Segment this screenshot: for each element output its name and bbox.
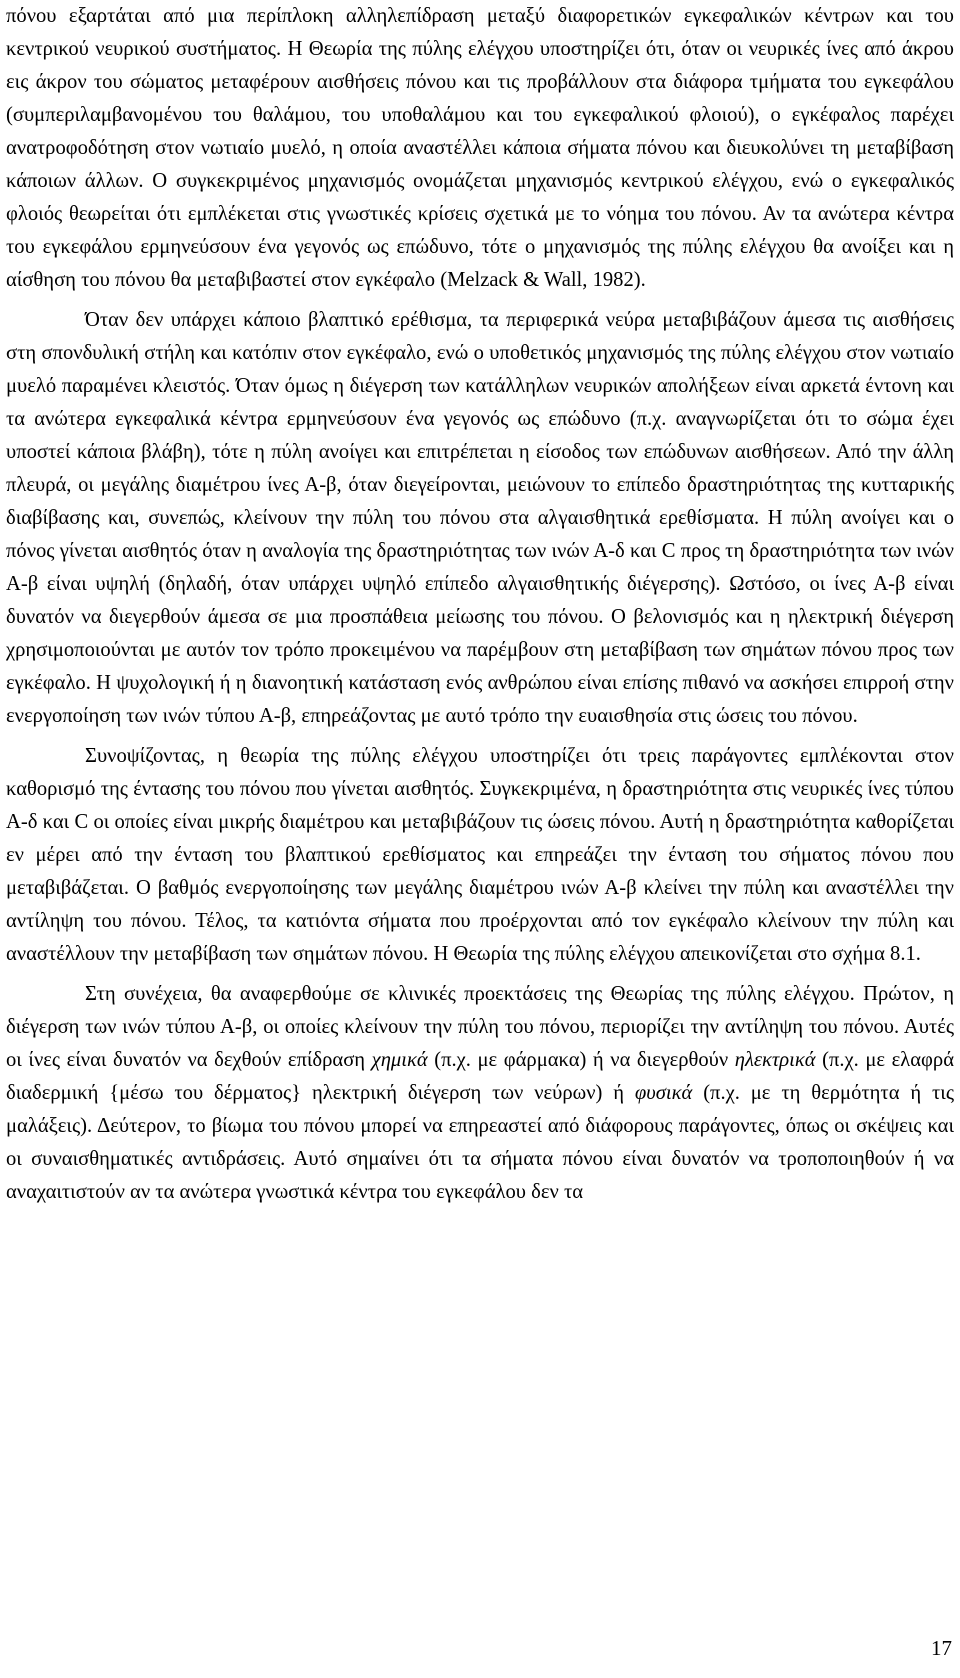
paragraph-4-text-d: (π.χ. με τη θερμότητα ή τις μαλάξεις). Δεύτερον, το βίωμα του πόνου μπορεί να επηρεαστεί από διάφορους παράγοντες, όπως οι σκέψεις και οι συναισθηματικές αντιδράσεις. Αυτό σημαίνει ότι τα σήματα πόνου είναι δυνατόν να τροποποιηθούν ή να αναχαιτιστούν αν τα ανώτερα γνωστικά κέντρα του εγκεφάλου δεν τα: [6, 1082, 954, 1203]
paragraph-2: Όταν δεν υπάρχει κάποιο βλαπτικό ερέθισμα, τα περιφερικά νεύρα μεταβιβάζουν άμεσα τις αισθήσεις στη σπονδυλική στήλη και κατόπιν στον εγκέφαλο, ενώ ο υποθετικός μηχανισμός της πύλης ελέγχου στον νωτιαίο μυελό παραμένει κλειστός. Όταν όμως η διέγερση των κατάλληλων νευρικών απολήξεων είναι αρκετά έντονη και τα ανώτερα εγκεφαλικά κέντρα ερμηνεύσουν ένα γεγονός ως επώδυνο (π.χ. αναγνωρίζεται ότι το σώμα έχει υποστεί κάποια βλάβη), τότε η πύλη ανοίγει και επιτρέπεται η είσοδος των επώδυνων αισθήσεων. Από την άλλη πλευρά, οι μεγάλης διαμέτρου ίνες Α-β, όταν διεγείρονται, μειώνουν το επίπεδο δραστηριότητας της κυτταρικής διαβίβασης και, συνεπώς, κλείνουν την πύλη του πόνου στα αλγαισθητικά ερεθίσματα. Η πύλη ανοίγει και ο πόνος γίνεται αισθητός όταν η αναλογία της δραστηριότητας των ινών Α-δ και C προς τη δραστηριότητα των ινών Α-β είναι υψηλή (δηλαδή, όταν υπάρχει υψηλό επίπεδο αλγαισθητικής διέγερσης). Ωστόσο, οι ίνες Α-β είναι δυνατόν να διεγερθούν άμεσα σε μια προσπάθεια μείωσης του πόνου. Ο βελονισμός και η ηλεκτρική διέγερση χρησιμοποιούνται με αυτόν τον τρόπο προκειμένου να παρέμβουν στη μεταβίβαση των σημάτων πόνου προς των εγκέφαλο. Η ψυχολογική ή η διανοητική κατάσταση ενός ανθρώπου είναι επίσης πιθανό να ασκήσει επιρροή στην ενεργοποίηση των ινών τύπου Α-β, επηρεάζοντας με αυτό τρόπο την ευαισθησία στις ώσεις του πόνου.: [6, 309, 954, 727]
italic-term-physical: φυσικά: [634, 1082, 693, 1104]
paragraph-4-text-b: (π.χ. με φάρμακα) ή να διεγερθούν: [427, 1049, 735, 1071]
italic-term-electrical: ηλεκτρικά: [734, 1049, 816, 1071]
page-number: 17: [931, 1636, 952, 1660]
body-text: [6, 0, 954, 1216]
paragraph-1: πόνου εξαρτάται από μια περίπλοκη αλληλεπίδραση μεταξύ διαφορετικών εγκεφαλικών κέντρων και του κεντρικού νευρικού συστήματος. Η Θεωρία της πύλης ελέγχου υποστηρίζει ότι, όταν οι νευρικές ίνες από άκρου εις άκρον του σώματος μεταφέρουν αισθήσεις πόνου και τις προβάλλουν στα διάφορα τμήματα του εγκεφάλου (συμπεριλαμβανομένου του θαλάμου, του υποθαλάμου και του εγκεφαλικού φλοιού), ο εγκέφαλος παρέχει ανατροφοδότηση στον νωτιαίο μυελό, η οποία αναστέλλει κάποια σήματα πόνου και διευκολύνει τη μεταβίβαση κάποιων άλλων. Ο συγκεκριμένος μηχανισμός ονομάζεται μηχανισμός κεντρικού ελέγχου, ενώ ο εγκεφαλικός φλοιός θεωρείται ότι εμπλέκεται στις γνωστικές κρίσεις σχετικά με το νόημα του πόνου. Αν τα ανώτερα κέντρα του εγκεφάλου ερμηνεύσουν ένα γεγονός ως επώδυνο, τότε ο μηχανισμός της πύλης ελέγχου θα ανοίξει και η αίσθηση του πόνου θα μεταβιβαστεί στον εγκέφαλο (Melzack & Wall, 1982).: [6, 5, 954, 291]
paragraph-4-text-a: Στη συνέχεια, θα αναφερθούμε σε κλινικές προεκτάσεις της Θεωρίας της πύλης ελέγχου. Πρώτον, η διέγερση των ινών τύπου Α-β, οι οποίες κλείνουν την πύλη του πόνου, περιορίζει την αντίληψη του πόνου. Αυτές οι ίνες είναι δυνατόν να δεχθούν επίδραση: [6, 983, 954, 1071]
italic-term-chemical: χημικά: [371, 1049, 428, 1071]
paragraph-4: [6, 978, 954, 1209]
paragraph-4-text-c: (π.χ. με ελαφρά διαδερμική {μέσω του δέρματος} ηλεκτρική διέγερση των νεύρων) ή: [6, 1049, 954, 1104]
paragraph-3: Συνοψίζοντας, η θεωρία της πύλης ελέγχου υποστηρίζει ότι τρεις παράγοντες εμπλέκονται στον καθορισμό της έντασης του πόνου που γίνεται αισθητός. Συγκεκριμένα, η δραστηριότητα στις νευρικές ίνες τύπου Α-δ και C οι οποίες είναι μικρής διαμέτρου και μεταβιβάζουν τις ώσεις πόνου. Αυτή η δραστηριότητα καθορίζεται εν μέρει από την ένταση του βλαπτικού ερεθίσματος και επηρεάζει την ένταση του σήματος πόνου που μεταβιβάζεται. Ο βαθμός ενεργοποίησης των μεγάλης διαμέτρου ινών Α-β κλείνει την πύλη και αναστέλλει την αντίληψη του πόνου. Τέλος, τα κατιόντα σήματα που προέρχονται από τον εγκέφαλο κλείνουν την πύλη και αναστέλλουν την μεταβίβαση των σημάτων πόνου. Η Θεωρία της πύλης ελέγχου απεικονίζεται στο σχήμα 8.1.: [6, 745, 954, 965]
